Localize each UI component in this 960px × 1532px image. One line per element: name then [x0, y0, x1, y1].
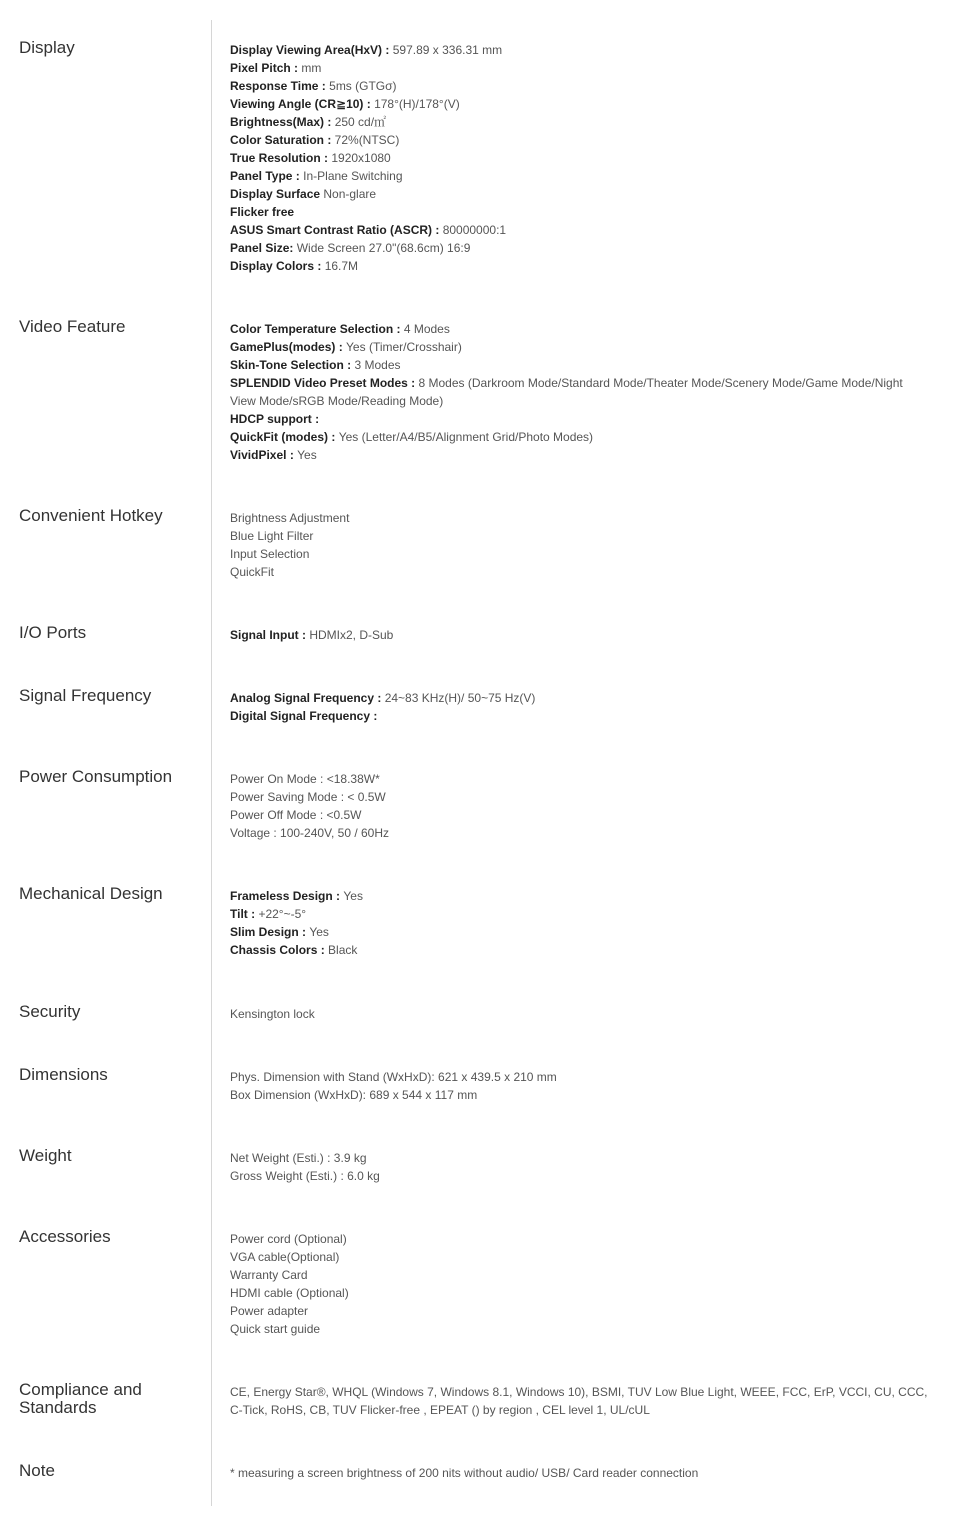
spec-line: [230, 113, 930, 131]
spec-line: [230, 239, 930, 257]
spec-value: Box Dimension (WxHxD): 689 x 544 x 117 mm: [230, 1088, 478, 1102]
spec-value: QuickFit: [230, 565, 275, 579]
spec-line: [230, 428, 930, 446]
spec-category-label: I/O Ports: [19, 623, 87, 642]
spec-line: [230, 410, 930, 428]
spec-key: Panel Type :: [230, 169, 304, 183]
spec-value: CE, Energy Star®, WHQL (Windows 7, Windows 8.1, Windows 10), BSMI, TUV Low Blue Light, WEEE, FCC, ErP, VCCI, CU, CCC, C-Tick, RoHS, CB, TUV Flicker-free , EPEAT () by region , CEL level 1, UL/cUL: [230, 1385, 928, 1417]
spec-category-label: Display: [19, 38, 75, 57]
spec-value: Kensington lock: [230, 1007, 315, 1021]
spec-value: Non-glare: [323, 187, 377, 201]
spec-line: [230, 626, 930, 644]
spec-line: [230, 1167, 930, 1185]
spec-category-label: Weight: [19, 1146, 72, 1165]
spec-line: [230, 1068, 930, 1086]
spec-key: Flicker free: [230, 205, 295, 219]
spec-line: [230, 131, 930, 149]
spec-key: Display Viewing Area(HxV) :: [230, 43, 393, 57]
spec-line: [230, 257, 930, 275]
spec-values: [230, 887, 930, 959]
spec-line: [230, 527, 930, 545]
spec-key: Color Temperature Selection :: [230, 322, 404, 336]
spec-value: Net Weight (Esti.) : 3.9 kg: [230, 1151, 367, 1165]
spec-value: 3 Modes: [354, 358, 401, 372]
spec-value: 80000000:1: [442, 223, 507, 237]
spec-key: True Resolution :: [230, 151, 332, 165]
spec-line: [230, 1284, 930, 1302]
spec-key: Viewing Angle (CR≧10) :: [230, 97, 375, 111]
spec-line: [230, 1383, 930, 1419]
spec-key: SPLENDID Video Preset Modes :: [230, 376, 419, 390]
spec-line: [230, 1320, 930, 1338]
spec-value: In-Plane Switching: [303, 169, 403, 183]
spec-value: 16.7M: [324, 259, 359, 273]
spec-line: [230, 824, 930, 842]
spec-value: Wide Screen 27.0"(68.6cm) 16:9: [296, 241, 471, 255]
spec-line: [230, 707, 930, 725]
spec-category-label: Compliance and Standards: [19, 1380, 142, 1417]
spec-key: QuickFit (modes) :: [230, 430, 339, 444]
spec-key: Digital Signal Frequency :: [230, 709, 378, 723]
spec-line: [230, 338, 930, 356]
spec-value: Power adapter: [230, 1304, 309, 1318]
spec-category-label: Signal Frequency: [19, 686, 152, 705]
spec-value: 5ms (GTGσ): [329, 79, 397, 93]
spec-value: Warranty Card: [230, 1268, 308, 1282]
spec-key: ASUS Smart Contrast Ratio (ASCR) :: [230, 223, 443, 237]
spec-value: Voltage : 100-240V, 50 / 60Hz: [230, 826, 390, 840]
spec-value: Power On Mode : <18.38W*: [230, 772, 380, 786]
spec-line: [230, 1266, 930, 1284]
spec-key: Tilt :: [230, 907, 259, 921]
spec-value: Gross Weight (Esti.) : 6.0 kg: [230, 1169, 380, 1183]
spec-line: [230, 509, 930, 527]
spec-values: [230, 1383, 930, 1419]
spec-value: Yes: [297, 448, 317, 462]
spec-values: [230, 1230, 930, 1338]
spec-value: +22°~-5°: [258, 907, 307, 921]
spec-value: 1920x1080: [331, 151, 391, 165]
spec-value: 72%(NTSC): [334, 133, 400, 147]
spec-line: [230, 374, 930, 410]
spec-value: mm: [301, 61, 322, 75]
spec-value: Power cord (Optional): [230, 1232, 347, 1246]
spec-values: [230, 509, 930, 581]
spec-line: [230, 77, 930, 95]
spec-key: VividPixel :: [230, 448, 298, 462]
spec-line: [230, 1230, 930, 1248]
spec-value: Brightness Adjustment: [230, 511, 350, 525]
spec-value: Blue Light Filter: [230, 529, 314, 543]
spec-value: 178°(H)/178°(V): [374, 97, 460, 111]
spec-value: HDMIx2, D-Sub: [309, 628, 394, 642]
spec-key: HDCP support :: [230, 412, 320, 426]
spec-line: [230, 1302, 930, 1320]
spec-value: Power Off Mode : <0.5W: [230, 808, 362, 822]
spec-category-label: Video Feature: [19, 317, 126, 336]
spec-line: [230, 923, 930, 941]
spec-line: [230, 1149, 930, 1167]
spec-key: Analog Signal Frequency :: [230, 691, 385, 705]
spec-values: [230, 689, 930, 725]
spec-key: Skin-Tone Selection :: [230, 358, 355, 372]
spec-values: [230, 1005, 930, 1023]
spec-line: [230, 941, 930, 959]
spec-line: [230, 149, 930, 167]
spec-values: [230, 1068, 930, 1104]
column-divider: [211, 20, 212, 1506]
spec-category-label: Accessories: [19, 1227, 111, 1246]
spec-line: [230, 905, 930, 923]
spec-value: 8 Modes (Darkroom Mode/Standard Mode/Theater Mode/Scenery Mode/Game Mode/Night View Mode/sRGB Mode/Reading Mode): [230, 376, 903, 408]
spec-value: * measuring a screen brightness of 200 nits without audio/ USB/ Card reader connection: [230, 1466, 699, 1480]
spec-line: [230, 95, 930, 113]
spec-line: [230, 167, 930, 185]
spec-values: [230, 1149, 930, 1185]
spec-line: [230, 221, 930, 239]
spec-value: Power Saving Mode : < 0.5W: [230, 790, 386, 804]
spec-category-label: Mechanical Design: [19, 884, 163, 903]
spec-line: [230, 1248, 930, 1266]
spec-key: Chassis Colors :: [230, 943, 329, 957]
spec-category-label: Dimensions: [19, 1065, 108, 1084]
spec-line: [230, 1464, 930, 1482]
spec-line: [230, 563, 930, 581]
spec-value: VGA cable(Optional): [230, 1250, 340, 1264]
spec-value: 24~83 KHz(H)/ 50~75 Hz(V): [384, 691, 536, 705]
spec-category-label: Convenient Hotkey: [19, 506, 163, 525]
spec-value: Quick start guide: [230, 1322, 321, 1336]
spec-value: Yes: [343, 889, 363, 903]
spec-key: Slim Design :: [230, 925, 310, 939]
spec-values: [230, 770, 930, 842]
spec-value: Input Selection: [230, 547, 310, 561]
spec-value: Yes (Timer/Crosshair): [346, 340, 462, 354]
spec-value: Yes: [309, 925, 329, 939]
spec-line: [230, 1005, 930, 1023]
spec-line: [230, 446, 930, 464]
spec-key: Pixel Pitch :: [230, 61, 302, 75]
spec-category-label: Security: [19, 1002, 81, 1021]
spec-line: [230, 1086, 930, 1104]
spec-value: 250 cd/㎡: [334, 115, 387, 129]
spec-values: [230, 41, 930, 275]
spec-line: [230, 320, 930, 338]
spec-line: [230, 41, 930, 59]
spec-line: [230, 770, 930, 788]
spec-value: HDMI cable (Optional): [230, 1286, 349, 1300]
spec-value: Yes (Letter/A4/B5/Alignment Grid/Photo Modes): [338, 430, 594, 444]
spec-category-label: Power Consumption: [19, 767, 173, 786]
spec-values: [230, 626, 930, 644]
spec-values: [230, 1464, 930, 1482]
spec-key: Brightness(Max) :: [230, 115, 335, 129]
spec-line: [230, 356, 930, 374]
spec-key: Color Saturation :: [230, 133, 335, 147]
spec-line: [230, 887, 930, 905]
spec-value: Phys. Dimension with Stand (WxHxD): 621 x 439.5 x 210 mm: [230, 1070, 557, 1084]
spec-value: Black: [328, 943, 358, 957]
spec-line: [230, 545, 930, 563]
spec-key: Display Colors :: [230, 259, 325, 273]
spec-key: Display Surface: [230, 187, 324, 201]
spec-line: [230, 185, 930, 203]
spec-line: [230, 689, 930, 707]
spec-line: [230, 59, 930, 77]
spec-key: Signal Input :: [230, 628, 310, 642]
spec-category-label: Note: [19, 1461, 55, 1480]
spec-value: 597.89 x 336.31 mm: [392, 43, 503, 57]
spec-value: 4 Modes: [403, 322, 450, 336]
spec-key: Response Time :: [230, 79, 330, 93]
spec-key: Frameless Design :: [230, 889, 344, 903]
spec-values: [230, 320, 930, 464]
spec-line: [230, 203, 930, 221]
spec-key: Panel Size:: [230, 241, 297, 255]
spec-key: GamePlus(modes) :: [230, 340, 347, 354]
spec-line: [230, 806, 930, 824]
spec-line: [230, 788, 930, 806]
